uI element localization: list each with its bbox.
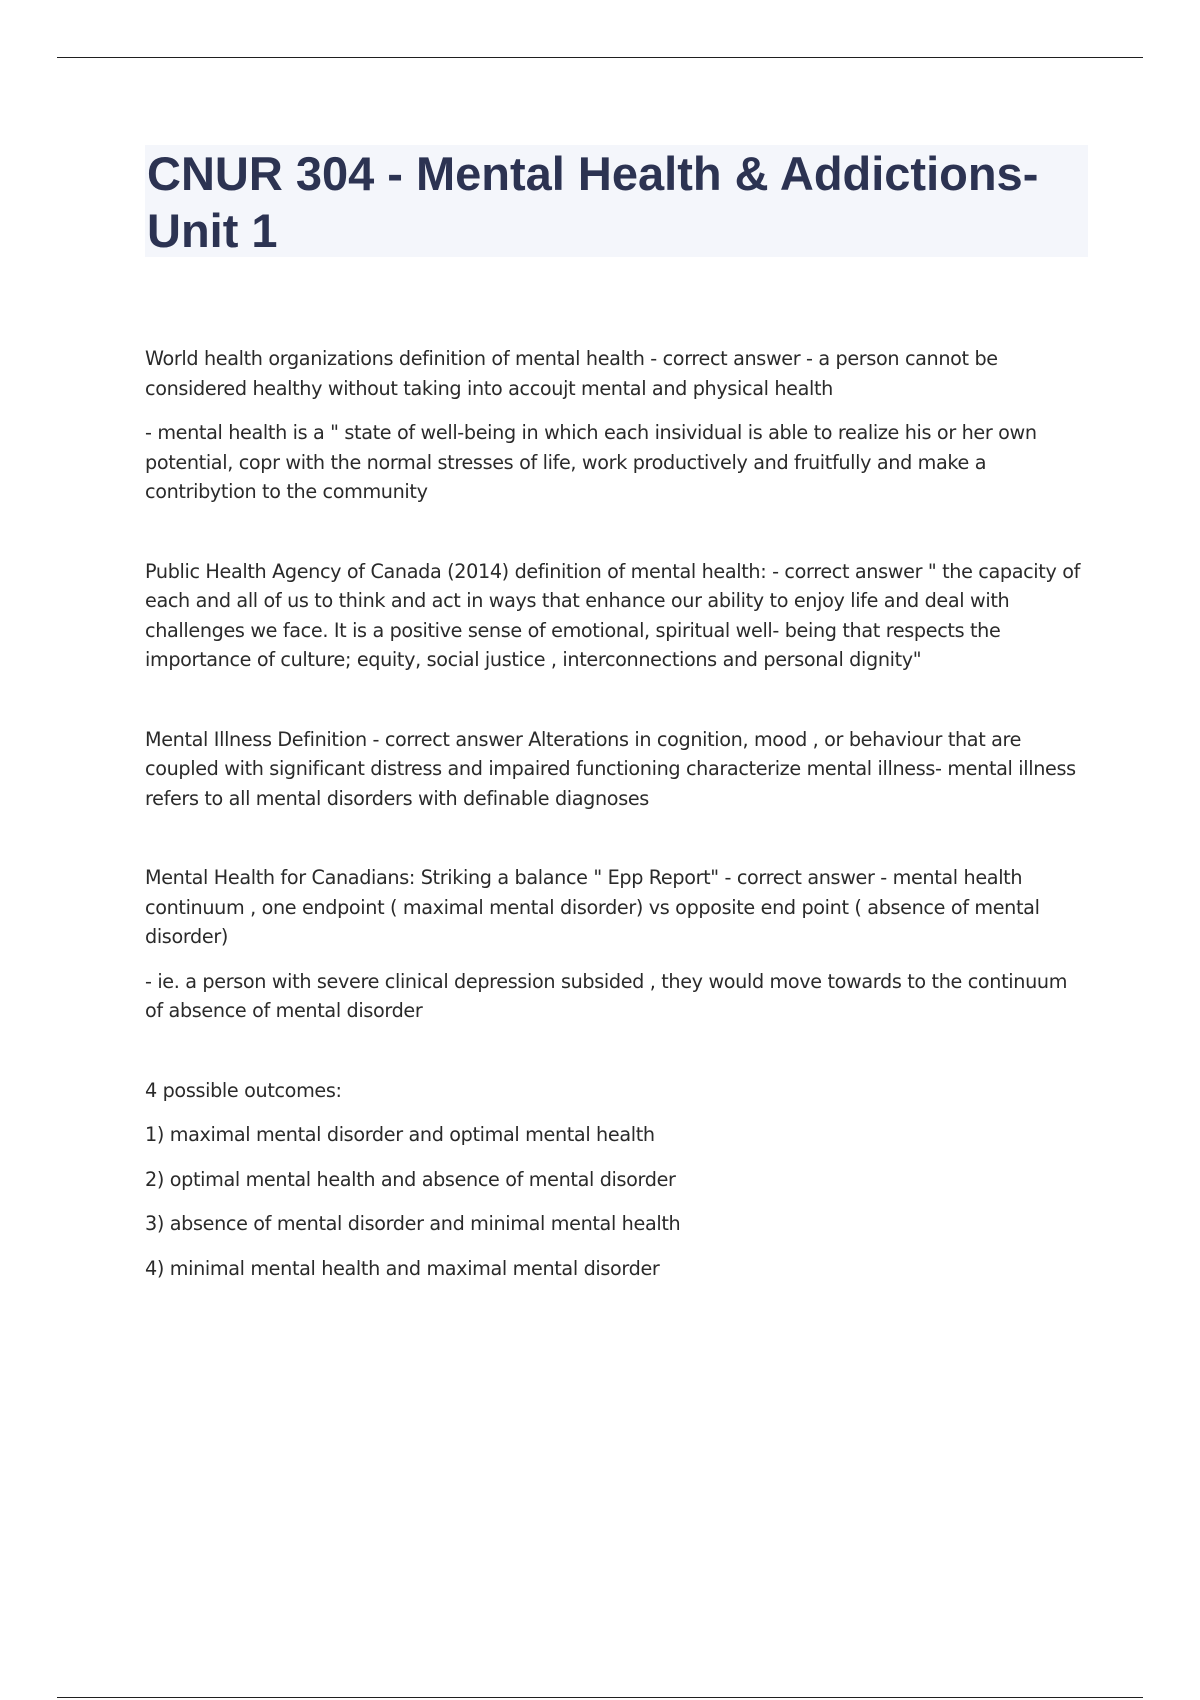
- top-divider: [57, 57, 1143, 58]
- outcome-item: 3) absence of mental disorder and minimal mental health: [145, 1212, 681, 1235]
- bottom-divider: [57, 1697, 1143, 1698]
- outcomes-list: [145, 1076, 1085, 1284]
- title-block: [145, 145, 1088, 257]
- entry-paragraph: - ie. a person with severe clinical depression subsided , they would move towards to the continuum of absence of mental disorder: [145, 969, 1068, 1022]
- qa-entry-epp-report: [145, 863, 1085, 1026]
- qa-entry-phac-definition: [145, 557, 1085, 675]
- entry-paragraph: Public Health Agency of Canada (2014) definition of mental health: - correct answer " the capacity of each and all of us to think and act in ways that enhance our ability to enjoy life and deal with challenges we face. It is a positive sense of emotional, spiritual well- being that respects the importance of culture; equity, social justice , interconnections and personal dignity": [145, 559, 1081, 671]
- entry-paragraph: - mental health is a " state of well-being in which each insividual is able to realize his or her own potential, copr with the normal stresses of life, work productively and fruitfully and make a contribytion to the community: [145, 421, 1037, 503]
- outcome-item: 1) maximal mental disorder and optimal mental health: [145, 1123, 655, 1146]
- outcomes-heading: 4 possible outcomes:: [145, 1078, 342, 1102]
- qa-entry-mental-illness-definition: [145, 725, 1085, 814]
- entry-paragraph: Mental Illness Definition - correct answer Alterations in cognition, mood , or behaviour that are coupled with significant distress and impaired functioning characterize mental illness- mental illness refers to all mental disorders with definable diagnoses: [145, 727, 1076, 810]
- entry-paragraph: World health organizations definition of mental health - correct answer - a person cannot be considered healthy without taking into accoujt mental and physical health: [145, 347, 998, 400]
- page-title: CNUR 304 - Mental Health & Addictions- Unit 1: [147, 147, 1039, 257]
- outcome-item: 4) minimal mental health and maximal mental disorder: [145, 1256, 660, 1280]
- entry-paragraph: Mental Health for Canadians: Striking a balance " Epp Report" - correct answer - mental health continuum , one endpoint ( maximal mental disorder) vs opposite end point ( absence of mental disorder): [145, 866, 1040, 948]
- document-body: [145, 344, 1085, 1283]
- outcome-item: 2) optimal mental health and absence of mental disorder: [145, 1167, 676, 1191]
- qa-entry-who-definition: [145, 344, 1085, 507]
